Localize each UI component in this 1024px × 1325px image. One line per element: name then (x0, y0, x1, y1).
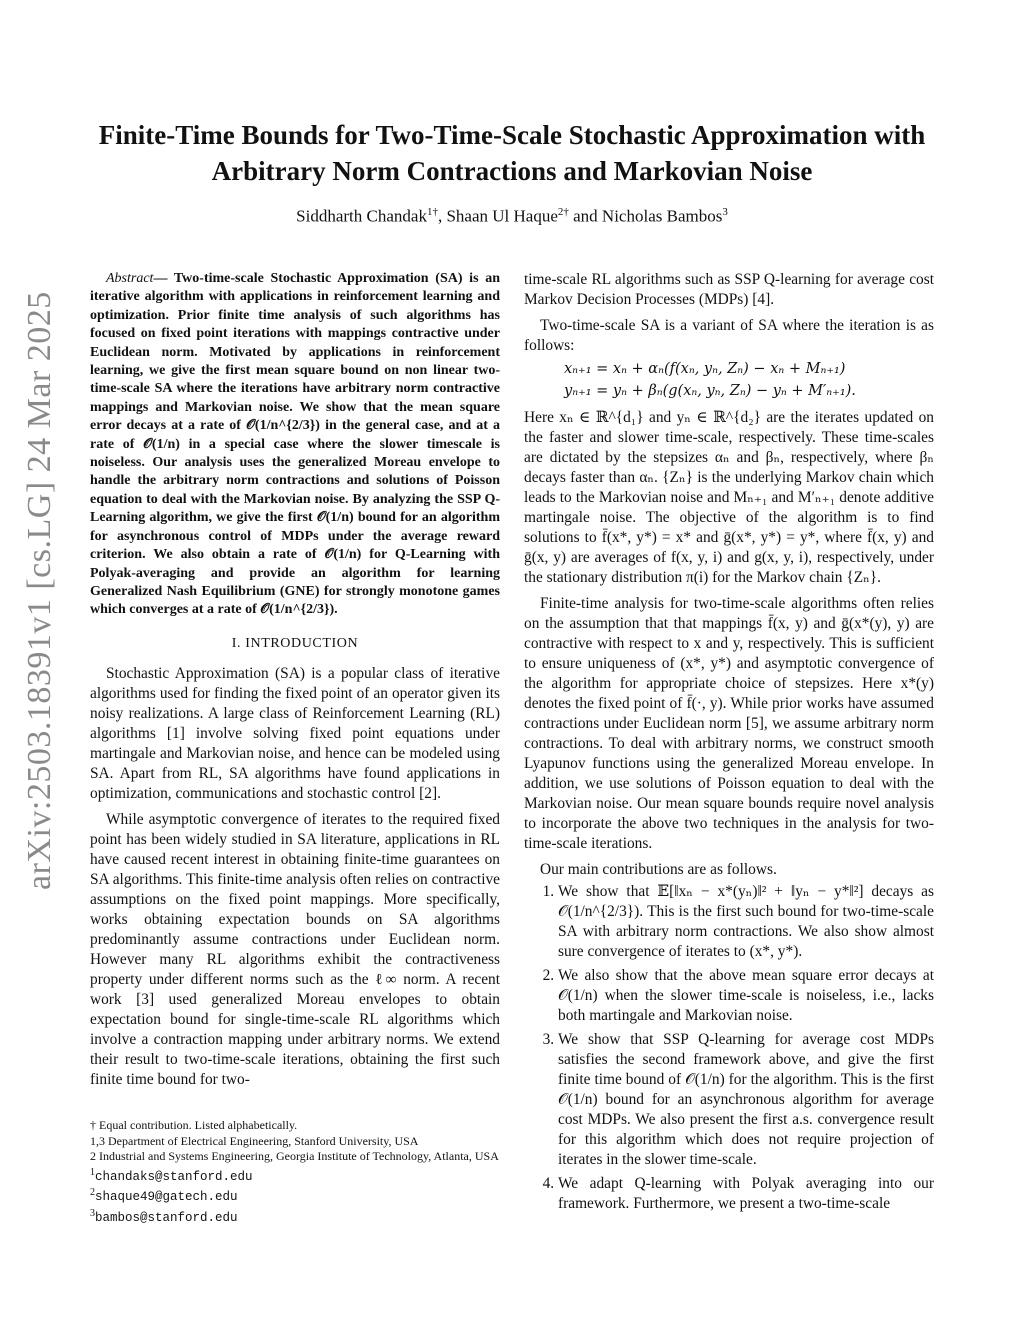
footnote-affiliation-gatech: 2 Industrial and Systems Engineering, Georgia Institute of Technology, Atlanta, USA (90, 1149, 499, 1164)
footnote-affiliation-stanford: 1,3 Department of Electrical Engineering, Stanford University, USA (90, 1133, 419, 1148)
footnote-equal-contribution: † Equal contribution. Listed alphabetically. (90, 1118, 298, 1132)
author-separator: , (437, 206, 447, 226)
contribution-item: 4. We adapt Q-learning with Polyak averaging into our framework. Furthermore, we present a two-time-scale (558, 1174, 934, 1214)
abstract (90, 270, 500, 620)
footnote-email (90, 1206, 500, 1227)
contribution-item: 3. We show that SSP Q-learning for average cost MDPs satisfies the second framework above, and give the first finite time bound of 𝒪(1/n) for the algorithm. This is the first 𝒪(1/n) bound for an asynchronous algorithm for average cost MDPs. We also present the first a.s. convergence result for this algorithm which does not require projection of iterates in the slower time-scale. (558, 1030, 934, 1170)
email-address: bambos@stanford.edu (95, 1210, 238, 1225)
left-column (90, 270, 500, 1090)
email-mark: 2 (90, 1187, 95, 1199)
author-affiliation-mark: 3 (722, 206, 728, 218)
finite-time-paragraph: Finite-time analysis for two-time-scale algorithms often relies on the assumption that that mappings f̄(x, y) and ḡ(x*(y), y) are contractive with respect to x and y, respectively. This is sufficient to ensure uniqueness of (x*, y*) and asymptotic convergence of the algorithm for appropriate choice of stepsizes. Here x*(y) denotes the fixed point of f̄(·, y). While prior works have assumed contractions under Euclidean norm [5], we assume arbitrary norm contractions. To deal with arbitrary norms, we construct smooth Lyapunov functions using the generalized Moreau envelope. In addition, we use solutions of Poisson equation to deal with the Markovian noise. Our mean square bounds require novel analysis to incorporate the above two techniques in the analysis for two-time-scale iterations. (524, 595, 934, 852)
footnote-email (90, 1185, 500, 1206)
contributions-list (524, 882, 934, 1214)
equation-x-update: xₙ₊₁ = xₙ + αₙ(f(xₙ, yₙ, Zₙ) − xₙ + Mₙ₊₁) (564, 361, 846, 377)
paper-title: Finite-Time Bounds for Two-Time-Scale Stochastic Approximation with Arbitrary Norm Contractions and Markovian Noise (98, 120, 926, 186)
author-name: Nicholas Bambos (601, 206, 723, 226)
email-address: chandaks@stanford.edu (95, 1169, 253, 1184)
equation-y-update: yₙ₊₁ = yₙ + βₙ(g(xₙ, yₙ, Zₙ) − yₙ + M′ₙ₊₁). (564, 383, 856, 399)
contribution-item: 1. We show that 𝔼[‖xₙ − x*(yₙ)‖² + ‖yₙ − y*‖²] decays as 𝒪(1/n^{2/3}). This is the first such bound for two-time-scale SA with arbitrary norm contractions. We also show almost sure convergence of iterates to (x*, y*). (558, 882, 934, 962)
author-affiliation-mark: 2† (557, 206, 569, 218)
iterates-paragraph: Here xₙ ∈ ℝ^{d₁} and yₙ ∈ ℝ^{d₂} are the iterates updated on the faster and slower time-scale, respectively. These time-scales are dictated by the stepsizes αₙ and βₙ, respectively, where βₙ decays faster than αₙ. {Zₙ} is the underlying Markov chain which leads to the Markovian noise and Mₙ₊₁ and M′ₙ₊₁ denote additive martingale noise. The objective of the algorithm is to find solutions to f̄(x*, y*) = x* and ḡ(x*, y*) = y*, where f̄(x, y) and ḡ(x, y) are averages of f(x, y, i) and g(x, y, i), respectively, under the stationary distribution π(i) for the Markov chain {Zₙ}. (524, 409, 934, 586)
footnotes (90, 1118, 500, 1227)
two-time-scale-intro: Two-time-scale SA is a variant of SA where the iteration is as follows: (524, 317, 934, 354)
intro-paragraph-continued: time-scale RL algorithms such as SSP Q-learning for average cost Markov Decision Processes (MDPs) [4]. (524, 271, 934, 308)
intro-paragraph-1: Stochastic Approximation (SA) is a popular class of iterative algorithms used for finding the fixed point of an operator given its noisy realizations. A large class of Reinforcement Learning (RL) algorithms [1] involve solving fixed point equations under martingale and Markovian noise, and hence can be modeled using SA. Apart from RL, SA algorithms have found applications in optimization, communications and stochastic control [2]. (90, 664, 500, 802)
arxiv-identifier: arXiv:2503.18391v1 [cs.LG] 24 Mar 2025 (21, 291, 58, 890)
footnote-email (90, 1165, 500, 1186)
contributions-intro: Our main contributions are as follows. (540, 861, 777, 878)
contribution-item: 2. We also show that the above mean square error decays at 𝒪(1/n) when the slower time-scale is noiseless, i.e., lacks both martingale and Markovian noise. (558, 966, 934, 1026)
abstract-text: — Two-time-scale Stochastic Approximation (SA) is an iterative algorithm with applications in reinforcement learning and optimization. Prior finite time analysis of such algorithms has focused on fixed point iterations with mappings contractive under Euclidean norm. Motivated by applications in reinforcement learning, we give the first mean square bound on non linear two-time-scale SA where the iterations have arbitrary norm contractive mappings and Markovian noise. We show that the mean square error decays at a rate of 𝒪(1/n^{2/3}) in the general case, and at a rate of 𝒪(1/n) in a special case where the slower timescale is noiseless. Our analysis uses the generalized Moreau envelope to handle the arbitrary norm contractions and solutions of Poisson equation to deal with the Markovian noise. By analyzing the SSP Q-Learning algorithm, we give the first 𝒪(1/n) bound for an algorithm for asynchronous control of MDPs under the average reward criterion. We also obtain a rate of 𝒪(1/n) for Q-Learning with Polyak-averaging and provide an algorithm for learning Generalized Nash Equilibrium (GNE) for strongly monotone games which converges at a rate of 𝒪(1/n^{2/3}). (90, 271, 500, 618)
author-affiliation-mark: 1† (426, 206, 438, 218)
right-column (524, 270, 934, 1218)
author-name: Shaan Ul Haque (446, 206, 558, 226)
section-heading-introduction: I. INTRODUCTION (231, 635, 359, 651)
author-separator: and (568, 206, 602, 226)
abstract-label: Abstract (106, 271, 154, 286)
email-address: shaque49@gatech.edu (95, 1190, 238, 1205)
author-list (80, 206, 944, 227)
email-mark: 1 (90, 1166, 95, 1178)
intro-paragraph-2: While asymptotic convergence of iterates to the required fixed point has been widely studied in SA literature, applications in RL have caused recent interest in obtaining finite-time guarantees on SA algorithms. This finite-time analysis often relies on contractive assumptions on the fixed point mappings. More specifically, works obtaining expectation bounds on SA algorithms predominantly assume contractions under Euclidean norm. However many RL algorithms exhibit the contractiveness property under different norms such as the ℓ∞ norm. A recent work [3] used generalized Moreau envelopes to obtain expectation bound for single-time-scale RL algorithms which involve a contraction mapping under arbitrary norms. We extend their result to two-time-scale iterations, obtaining the first such finite time bound for two- (90, 810, 500, 1088)
author-name: Siddharth Chandak (296, 206, 427, 226)
email-mark: 3 (90, 1207, 95, 1219)
